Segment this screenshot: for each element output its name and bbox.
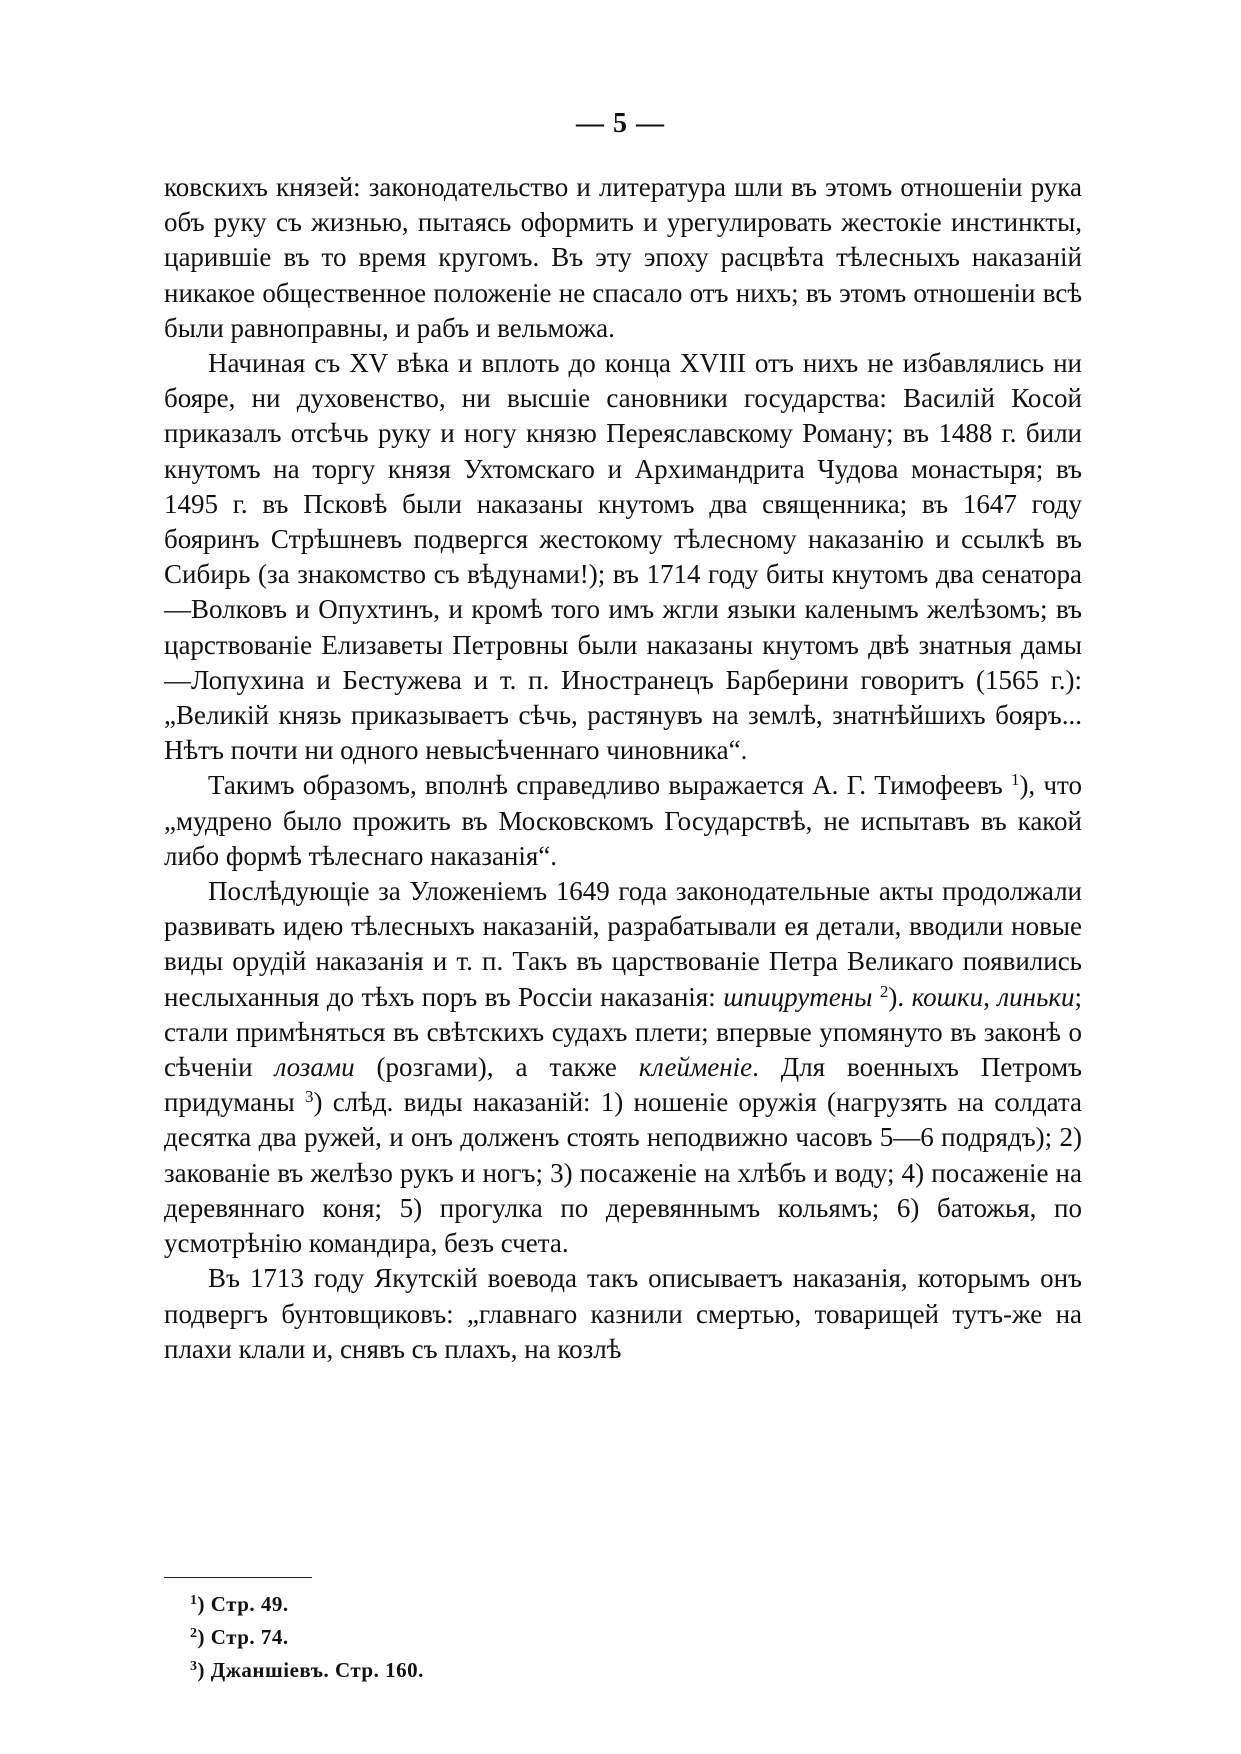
- paragraph: [164, 874, 1082, 1261]
- emphasized-term: линьки: [997, 981, 1075, 1012]
- paragraph-text: Послѣдующіе за Уложеніемъ 1649 года законодательные акты продолжали развивать идею тѣлесныхъ наказаній, разрабатывали ея детали, вводили новые виды орудій наказанія и т. п. Такъ въ царствованіе Петра Великаго появились неслыханныя до тѣхъ поръ въ Россіи наказанія:: [164, 876, 1082, 1012]
- paragraph-text: Въ 1713 году Якутскій воевода такъ описываетъ наказанія, которымъ онъ подвергъ бунтовщиковъ: „главнаго казнили смертью, товарищей тутъ-же на плахи клали и, снявъ съ плахъ, на козлѣ: [164, 1263, 1082, 1364]
- paragraph: [164, 1261, 1082, 1367]
- paragraph-text: ) слѣд. виды наказаній: 1) ношеніе оружія (нагрузять на солдата десятка два ружей, и онъ долженъ стоять неподвижно часовъ 5—6 подрядъ); 2) закованіе въ желѣзо рукъ и ногъ; 3) посаженіе на хлѣбъ и воду; 4) посаженіе на деревяннаго коня; 5) прогулка по деревяннымъ кольямъ; 6) батожья, по усмотрѣнію командира, безъ счета.: [164, 1087, 1082, 1259]
- paragraph-text: . Для военныхъ Петромъ придуманы: [164, 1052, 1082, 1118]
- footnote-mark: 1: [190, 1593, 198, 1608]
- footnote-reference: 2: [879, 981, 889, 1001]
- footnote-mark: 3: [190, 1659, 198, 1674]
- paragraph-text: Начиная съ XV вѣка и вплоть до конца XVIII отъ нихъ не избавлялись ни бояре, ни духовенство, ни высшіе сановники государства: Василій Косой приказалъ отсѣчь руку и ногу князю Переяславскому Роману; въ 1488 г. били кнутомъ на торгу князя Ухтомскаго и Архимандрита Чудова монастыря; въ 1495 г. въ Псковѣ были наказаны кнутомъ два священника; въ 1647 году бояринъ Стрѣшневъ подвергся жестокому тѣлесному наказанію и ссылкѣ въ Сибирь (за знакомство съ вѣдунами!); въ 1714 году биты кнутомъ два сенатора—Волковъ и Опухтинъ, и кромѣ того имъ жгли языки каленымъ желѣзомъ; въ царствованіе Елизаветы Петровны были наказаны кнутомъ двѣ знатныя дамы—Лопухина и Бестужева и т. п. Иностранецъ Барберини говоритъ (1565 г.): „Великій князь приказываетъ сѣчь, растянувъ на землѣ, знатнѣйшихъ бояръ... Нѣтъ почти ни одного невысѣченнаго чиновника“.: [164, 348, 1082, 766]
- paragraph-text: [872, 982, 879, 1012]
- paragraph-text: ,: [983, 981, 998, 1012]
- paragraph-text: ).: [888, 981, 912, 1012]
- paragraph: [164, 170, 1082, 346]
- paragraph-text: (розгами), а также: [354, 1052, 639, 1083]
- emphasized-term: кошки: [911, 981, 984, 1012]
- emphasized-term: шпицрутены: [723, 981, 873, 1012]
- footnotes: [190, 1588, 790, 1687]
- footnote: [190, 1654, 790, 1687]
- paragraph: [164, 768, 1082, 874]
- footnote: [190, 1588, 790, 1621]
- footnote-reference: 1: [1010, 770, 1020, 790]
- body-text: [164, 170, 1082, 1367]
- footnote-mark: 2: [190, 1626, 198, 1641]
- footnote-reference: 3: [305, 1087, 314, 1107]
- footnote-divider: [164, 1577, 312, 1578]
- paragraph-text: ковскихъ князей: законодательство и литература шли въ этомъ отношеніи рука объ руку съ жизнью, пытаясь оформить и урегулировать жестокіе инстинкты, царившіе въ то время кругомъ. Въ эту эпоху расцвѣта тѣлесныхъ наказаній никакое общественное положеніе не спасало отъ нихъ; въ этомъ отношеніи всѣ были равноправны, и рабъ и вельможа.: [164, 172, 1082, 343]
- emphasized-term: лозами: [274, 1052, 355, 1083]
- footnote-text: ) Стр. 74.: [197, 1625, 289, 1649]
- paragraph-text: ), что „мудрено было прожить въ Московскомъ Государствѣ, не испытавъ въ какой либо формѣ тѣлеснаго наказанія“.: [164, 770, 1082, 871]
- footnote-text: ) Джаншіевъ. Стр. 160.: [197, 1658, 424, 1682]
- paragraph-text: Такимъ образомъ, вполнѣ справедливо выражается А. Г. Тимофеевъ: [208, 770, 1011, 801]
- page-number: — 5 —: [576, 108, 665, 139]
- paragraph: [164, 346, 1082, 768]
- paragraph-text: ; стали примѣняться въ свѣтскихъ судахъ плети; впервые упомянуто въ законѣ о сѣченіи: [164, 981, 1083, 1083]
- emphasized-term: клейменіе: [638, 1052, 753, 1083]
- footnote: [190, 1621, 790, 1654]
- footnote-text: ) Стр. 49.: [197, 1592, 289, 1616]
